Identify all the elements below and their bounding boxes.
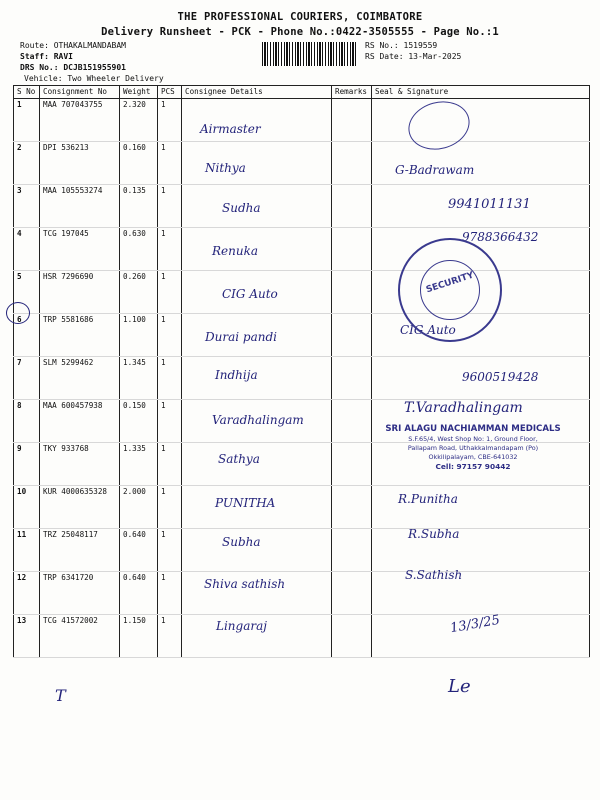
sno-cell: 1 (14, 99, 40, 142)
consignment-cell: TRP 6341720 (40, 572, 120, 615)
header-consignment: Consignment No (40, 86, 120, 99)
pcs-cell: 1 (158, 185, 182, 228)
consignee-name-6: Durai pandi (205, 330, 277, 344)
footer-mark-right: Le (448, 676, 471, 697)
remarks-cell (332, 271, 372, 314)
weight-cell: 1.150 (120, 615, 158, 658)
sno-cell: 8 (14, 400, 40, 443)
consignee-name-10: PUNITHA (215, 496, 276, 510)
signature-2: G-Badrawam (395, 163, 475, 177)
signature-13-date: 13/3/25 (449, 612, 502, 637)
table-row (14, 99, 590, 142)
pcs-cell: 1 (158, 615, 182, 658)
signature-6: CIG Auto (400, 323, 456, 337)
remarks-cell (332, 314, 372, 357)
consignment-cell: TKY 933768 (40, 443, 120, 486)
pcs-cell: 1 (158, 357, 182, 400)
pcs-cell: 1 (158, 486, 182, 529)
weight-cell: 2.000 (120, 486, 158, 529)
security-seal (398, 238, 502, 342)
table-row (14, 615, 590, 658)
remarks-cell (332, 99, 372, 142)
medical-shop-cell: Cell: 97157 90442 (435, 462, 511, 471)
remarks-cell (332, 142, 372, 185)
consignment-cell: HSR 7296690 (40, 271, 120, 314)
signature-3: 9941011131 (448, 197, 531, 212)
signature-cell (372, 99, 590, 142)
consignment-cell: MAA 707043755 (40, 99, 120, 142)
rs-number: RS No.: 1519559 (365, 41, 438, 50)
signature-10: R.Punitha (398, 492, 458, 506)
runsheet-subtitle: Delivery Runsheet - PCK - Phone No.:0422-3505555 - Page No.:1 (101, 26, 499, 38)
rs-date: RS Date: 13-Mar-2025 (365, 52, 462, 61)
route-label: Route: OTHAKALMANDABAM (20, 41, 126, 50)
weight-cell: 0.260 (120, 271, 158, 314)
footer-mark-left: T (55, 686, 66, 705)
remarks-cell (332, 572, 372, 615)
consignment-cell: TCG 41572002 (40, 615, 120, 658)
table-row (14, 142, 590, 185)
weight-cell: 2.320 (120, 99, 158, 142)
row-6-circle-mark (6, 302, 30, 324)
sno-cell: 10 (14, 486, 40, 529)
vehicle-label: Vehicle: Two Wheeler Delivery (24, 74, 164, 83)
consignee-name-2: Nithya (205, 161, 246, 175)
medical-shop-address-1: S.F.65/4, West Shop No: 1, Ground Floor, (408, 435, 538, 443)
consignee-name-11: Subha (222, 535, 261, 549)
table-row (14, 314, 590, 357)
signature-11: R.Subha (408, 527, 460, 541)
pcs-cell: 1 (158, 443, 182, 486)
sno-cell: 13 (14, 615, 40, 658)
weight-cell: 0.640 (120, 572, 158, 615)
weight-cell: 0.135 (120, 185, 158, 228)
consignment-cell: SLM 5299462 (40, 357, 120, 400)
pcs-cell: 1 (158, 529, 182, 572)
medical-shop-address-3: Okkilipalayam, CBE-641032 (428, 453, 518, 461)
consignment-cell: TRZ 25048117 (40, 529, 120, 572)
sno-cell: 4 (14, 228, 40, 271)
consignee-name-1: Airmaster (200, 122, 261, 136)
remarks-cell (332, 400, 372, 443)
sno-cell: 7 (14, 357, 40, 400)
consignment-cell: TCG 197045 (40, 228, 120, 271)
sno-cell: 2 (14, 142, 40, 185)
remarks-cell (332, 185, 372, 228)
drs-number: DRS No.: DCJB151955901 (20, 63, 126, 72)
pcs-cell: 1 (158, 400, 182, 443)
consignee-name-13: Lingaraj (216, 619, 267, 633)
header-remarks: Remarks (332, 86, 372, 99)
table-row (14, 572, 590, 615)
consignee-cell (182, 142, 332, 185)
sno-cell: 11 (14, 529, 40, 572)
consignment-cell: MAA 600457938 (40, 400, 120, 443)
pcs-cell: 1 (158, 99, 182, 142)
header-signature: Seal & Signature (372, 86, 590, 99)
remarks-cell (332, 443, 372, 486)
pcs-cell: 1 (158, 314, 182, 357)
consignee-name-7: Indhija (215, 368, 258, 382)
staff-label: Staff: RAVI (20, 52, 73, 61)
weight-cell: 1.345 (120, 357, 158, 400)
consignment-cell: MAA 105553274 (40, 185, 120, 228)
weight-cell: 1.335 (120, 443, 158, 486)
header-consignee: Consignee Details (182, 86, 332, 99)
sno-cell: 3 (14, 185, 40, 228)
consignee-name-4: Renuka (212, 244, 259, 258)
barcode (262, 42, 358, 66)
consignment-cell: KUR 4000635328 (40, 486, 120, 529)
table-row (14, 486, 590, 529)
table-row (14, 529, 590, 572)
company-title: THE PROFESSIONAL COURIERS, COIMBATORE (177, 11, 423, 23)
remarks-cell (332, 357, 372, 400)
consignee-name-3: Sudha (222, 201, 261, 215)
remarks-cell (332, 615, 372, 658)
table-header-row (14, 86, 590, 99)
signature-8: T.Varadhalingam (404, 400, 523, 416)
header-weight: Weight (120, 86, 158, 99)
pcs-cell: 1 (158, 228, 182, 271)
sno-cell: 12 (14, 572, 40, 615)
sno-cell: 5 (14, 271, 40, 314)
medical-shop-address-2: Pallapam Road, Uthakkalmandapam (Po) (407, 444, 539, 452)
pcs-cell: 1 (158, 142, 182, 185)
sno-cell: 9 (14, 443, 40, 486)
signature-7: 9600519428 (462, 370, 539, 384)
signature-4: 9788366432 (462, 230, 539, 244)
header-pcs: PCS (158, 86, 182, 99)
consignment-cell: TRP 5581686 (40, 314, 120, 357)
pcs-cell: 1 (158, 271, 182, 314)
medical-shop-stamp (384, 424, 562, 471)
weight-cell: 0.630 (120, 228, 158, 271)
pcs-cell: 1 (158, 572, 182, 615)
weight-cell: 0.640 (120, 529, 158, 572)
weight-cell: 1.100 (120, 314, 158, 357)
weight-cell: 0.150 (120, 400, 158, 443)
sno-cell: 6 (14, 314, 40, 357)
header-sno: S No (14, 86, 40, 99)
consignee-name-8: Varadhalingam (212, 413, 304, 427)
consignee-name-5: CIG Auto (222, 287, 278, 301)
table-row (14, 271, 590, 314)
weight-cell: 0.160 (120, 142, 158, 185)
consignee-name-9: Sathya (218, 452, 260, 466)
medical-shop-name: SRI ALAGU NACHIAMMAN MEDICALS (385, 424, 561, 434)
remarks-cell (332, 228, 372, 271)
signature-cell (372, 529, 590, 572)
security-seal-word: SECURITY (424, 270, 476, 296)
signature-12: S.Sathish (405, 568, 463, 582)
remarks-cell (332, 486, 372, 529)
remarks-cell (332, 529, 372, 572)
consignment-cell: DPI 536213 (40, 142, 120, 185)
consignee-name-12: Shiva sathish (204, 577, 286, 591)
